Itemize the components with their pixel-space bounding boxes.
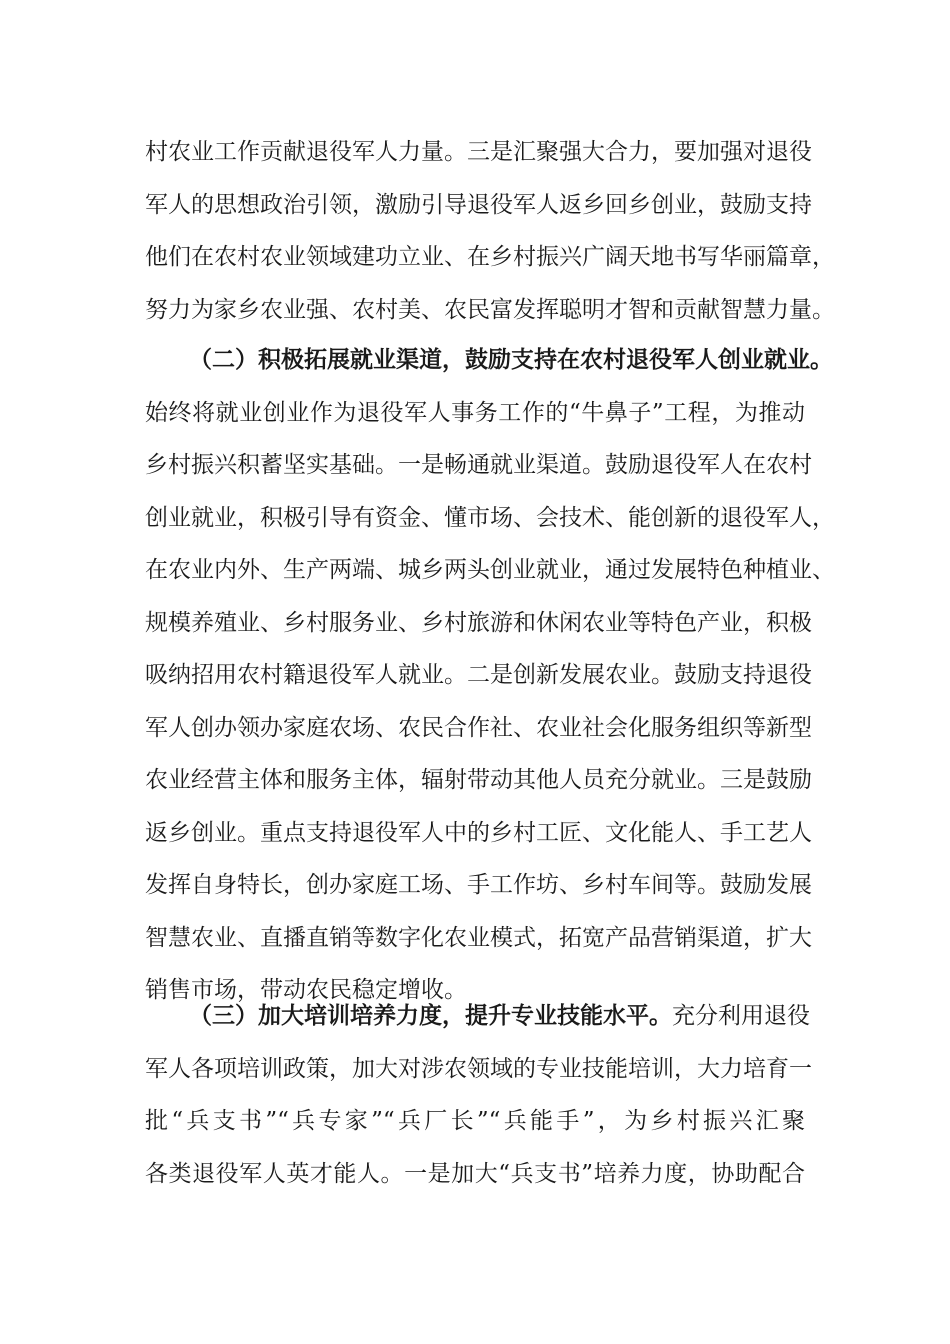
section-training [145,990,812,1200]
text-line: 销售市场，带动农民稳定增收。 [145,977,467,1003]
text-line: 返乡创业。重点支持退役军人中的乡村工匠、文化能人、手工艺人 [145,819,812,846]
text-line: 规模养殖业、乡村服务业、乡村旅游和休闲农业等特色产业，积极 [145,609,812,636]
text-line: 批“兵支书”“兵专家”“兵厂长”“兵能手”，为乡村振兴汇聚 [145,1108,805,1134]
text-line: 始终将就业创业作为退役军人事务工作的“牛鼻子”工程，为推动 [145,399,805,426]
section-employment [145,334,835,1017]
text-line: 乡村振兴积蓄坚实基础。一是畅通就业渠道。鼓励退役军人在农村 [145,452,812,478]
text-line: 在农业内外、生产两端、城乡两头创业就业，通过发展特色种植业、 [145,557,835,583]
text-line: 村农业工作贡献退役军人力量。三是汇聚强大合力，要加强对退役 [145,139,812,165]
section-heading-line [145,990,810,1043]
text-line: 智慧农业、直播直销等数字化农业模式，拓宽产品营销渠道，扩大 [145,924,812,951]
section-heading: （三）加大培训培养力度，提升专业技能水平。 [189,1002,672,1029]
text-line: 农业经营主体和服务主体，辐射带动其他人员充分就业。三是鼓励 [145,767,812,793]
text-line: 创业就业，积极引导有资金、懂市场、会技术、能创新的退役军人， [145,504,835,531]
text-line: 军人各项培训政策，加大对涉农领域的专业技能培训，大力培育一 [145,1055,812,1082]
text-line: 各类退役军人英才能人。一是加大“兵支书”培养力度，协助配合 [145,1160,805,1187]
section-heading: （二）积极拓展就业渠道，鼓励支持在农村退役军人创业就业。 [189,346,833,373]
text-line: 他们在农村农业领域建功立业、在乡村振兴广阔天地书写华丽篇章， [145,244,835,270]
paragraph-continuation [145,126,835,336]
text-line: 努力为家乡农业强、农村美、农民富发挥聪明才智和贡献智慧力量。 [145,296,835,323]
text-line: 军人的思想政治引领，激励引导退役军人返乡回乡创业，鼓励支持 [145,191,812,218]
text-line: 军人创办领办家庭农场、农民合作社、农业社会化服务组织等新型 [145,714,812,741]
text-line: 发挥自身特长，创办家庭工场、手工作坊、乡村车间等。鼓励发展 [145,872,812,898]
text-line: 吸纳招用农村籍退役军人就业。二是创新发展农业。鼓励支持退役 [145,662,812,688]
heading-tail-text: 充分利用退役 [672,1003,810,1029]
